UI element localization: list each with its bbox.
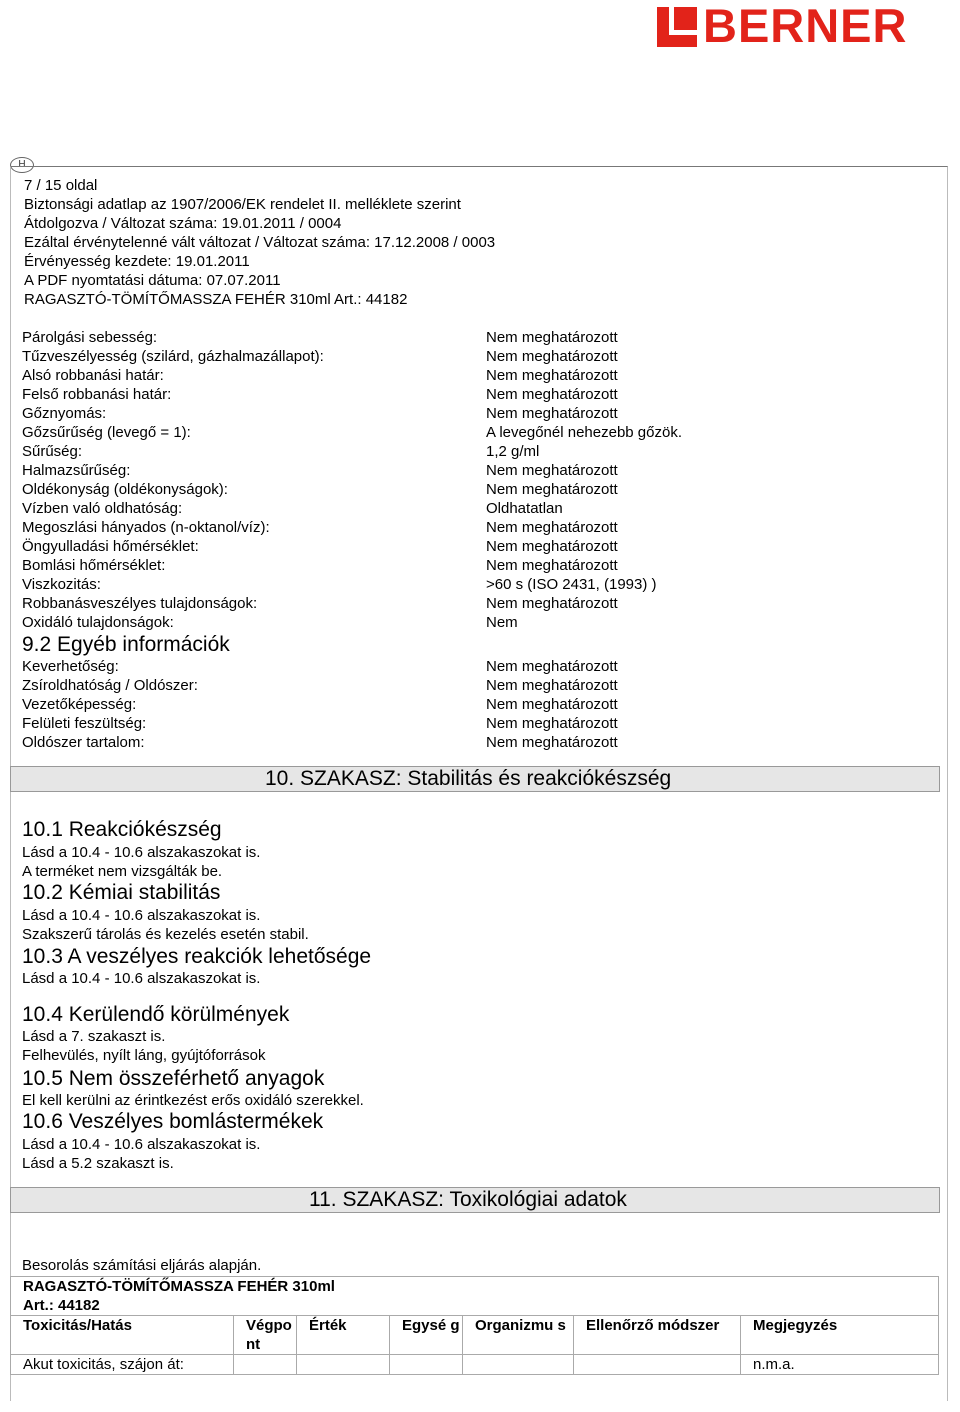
classification-note: Besorolás számítási eljárás alapján.: [22, 1257, 262, 1274]
property-label: Gőznyomás:: [22, 405, 107, 422]
subsection-10-5-text: El kell kerülni az érintkezést erős oxidáló szerekkel.: [22, 1092, 364, 1109]
property-value: Nem meghatározott: [486, 595, 618, 612]
property-row: [22, 613, 942, 632]
property-row: [22, 695, 942, 714]
revision-line: Átdolgozva / Változat száma: 19.01.2011 / 0004: [24, 215, 342, 232]
property-row: [22, 404, 942, 423]
property-row: [22, 575, 942, 594]
section-11-bar: [10, 1187, 940, 1213]
subsection-10-6-text: Lásd a 5.2 szakaszt is.: [22, 1155, 174, 1172]
property-value: Nem meghatározott: [486, 715, 618, 732]
table-cell: [234, 1355, 297, 1375]
property-row: [22, 442, 942, 461]
column-header: Egysé g: [390, 1316, 463, 1355]
product-name-cell: [11, 1277, 939, 1316]
property-label: Tűzveszélyesség (szilárd, gázhalmazállapot):: [22, 348, 324, 365]
property-value: 1,2 g/ml: [486, 443, 540, 460]
subsection-10-2-heading: 10.2 Kémiai stabilitás: [22, 881, 221, 904]
property-value: Nem meghatározott: [486, 367, 618, 384]
section-10-title: 10. SZAKASZ: Stabilitás és reakciókészség: [265, 767, 672, 790]
property-value: A levegőnél nehezebb gőzök.: [486, 424, 682, 441]
subsection-10-1-text: Lásd a 10.4 - 10.6 alszakaszokat is.: [22, 844, 261, 861]
property-row: [22, 676, 942, 695]
table-cell: [463, 1355, 574, 1375]
subsection-10-2-text: Szakszerű tárolás és kezelés esetén stabil.: [22, 926, 309, 943]
logo-text: BERNER: [703, 0, 908, 52]
subsection-10-4-heading: 10.4 Kerülendő körülmények: [22, 1003, 290, 1026]
property-row: [22, 714, 942, 733]
property-row: [22, 537, 942, 556]
property-value: Nem meghatározott: [486, 557, 618, 574]
subsection-10-6-text: Lásd a 10.4 - 10.6 alszakaszokat is.: [22, 1136, 261, 1153]
property-value: Nem meghatározott: [486, 481, 618, 498]
property-label: Megoszlási hányados (n-oktanol/víz):: [22, 519, 270, 536]
property-value: >60 s (ISO 2431, (1993) ): [486, 576, 657, 593]
property-label: Halmazsűrűség:: [22, 462, 131, 479]
property-label: Vízben való oldhatóság:: [22, 500, 183, 517]
property-label: Párolgási sebesség:: [22, 329, 158, 346]
property-row: [22, 461, 942, 480]
property-row: [22, 347, 942, 366]
subsection-10-3-heading: 10.3 A veszélyes reakciók lehetősége: [22, 945, 372, 968]
product-line: RAGASZTÓ-TÖMÍTŐMASSZA FEHÉR 310ml Art.: 44182: [24, 291, 408, 308]
properties-list: [22, 328, 942, 632]
property-value: Nem meghatározott: [486, 519, 618, 536]
property-label: Oldószer tartalom:: [22, 734, 145, 751]
logo-mark-icon: [657, 7, 697, 47]
other-info-list: [22, 657, 942, 752]
property-value: Nem meghatározott: [486, 658, 618, 675]
property-label: Gőzsűrűség (levegő = 1):: [22, 424, 191, 441]
property-label: Robbanásveszélyes tulajdonságok:: [22, 595, 258, 612]
property-value: Nem meghatározott: [486, 696, 618, 713]
property-label: Bomlási hőmérséklet:: [22, 557, 166, 574]
table-cell-effect: Akut toxicitás, szájon át:: [11, 1355, 234, 1375]
property-label: Felületi feszültség:: [22, 715, 147, 732]
table-header-row: [11, 1316, 939, 1355]
property-label: Öngyulladási hőmérséklet:: [22, 538, 199, 555]
property-value: Oldhatatlan: [486, 500, 563, 517]
table-cell: [390, 1355, 463, 1375]
property-value: Nem meghatározott: [486, 405, 618, 422]
property-label: Sűrűség:: [22, 443, 83, 460]
table-cell-remark: n.m.a.: [741, 1355, 939, 1375]
property-value: Nem meghatározott: [486, 386, 618, 403]
property-row: [22, 518, 942, 537]
subsection-10-3-text: Lásd a 10.4 - 10.6 alszakaszokat is.: [22, 970, 261, 987]
property-label: Vezetőképesség:: [22, 696, 137, 713]
regulation-line: Biztonsági adatlap az 1907/2006/EK rendelet II. melléklete szerint: [24, 196, 461, 213]
property-label: Viszkozitás:: [22, 576, 101, 593]
product-name-line: RAGASZTÓ-TÖMÍTŐMASSZA FEHÉR 310ml: [23, 1278, 335, 1295]
subsection-10-6-heading: 10.6 Veszélyes bomlástermékek: [22, 1110, 324, 1133]
property-value: Nem: [486, 614, 518, 631]
print-date-line: A PDF nyomtatási dátuma: 07.07.2011: [24, 272, 281, 289]
property-row: [22, 480, 942, 499]
property-row: [22, 423, 942, 442]
column-header: Organizmu s: [463, 1316, 574, 1355]
column-header: Ellenőrző módszer: [574, 1316, 741, 1355]
table-row: [11, 1355, 939, 1375]
property-value: Nem meghatározott: [486, 462, 618, 479]
property-row: [22, 733, 942, 752]
toxicity-table: [10, 1276, 939, 1375]
property-row: [22, 385, 942, 404]
section-11-title: 11. SZAKASZ: Toxikológiai adatok: [309, 1188, 627, 1211]
subsection-10-2-text: Lásd a 10.4 - 10.6 alszakaszokat is.: [22, 907, 261, 924]
other-info-heading: 9.2 Egyéb információk: [22, 633, 230, 656]
property-label: Felső robbanási határ:: [22, 386, 172, 403]
property-label: Oldékonyság (oldékonyságok):: [22, 481, 228, 498]
column-header: Megjegyzés: [741, 1316, 939, 1355]
property-label: Oxidáló tulajdonságok:: [22, 614, 174, 631]
table-row: [11, 1277, 939, 1316]
property-row: [22, 328, 942, 347]
column-header: Érték: [297, 1316, 390, 1355]
column-header: Toxicitás/Hatás: [11, 1316, 234, 1355]
table-cell: [297, 1355, 390, 1375]
property-row: [22, 594, 942, 613]
property-value: Nem meghatározott: [486, 677, 618, 694]
berner-logo: [657, 0, 957, 52]
subsection-10-5-heading: 10.5 Nem összeférhető anyagok: [22, 1067, 325, 1090]
h-marker: H: [10, 157, 34, 173]
property-label: Alsó robbanási határ:: [22, 367, 164, 384]
superseded-line: Ezáltal érvénytelenné vált változat / Változat száma: 17.12.2008 / 0003: [24, 234, 496, 251]
property-row: [22, 499, 942, 518]
product-art-line: Art.: 44182: [23, 1297, 100, 1314]
property-row: [22, 556, 942, 575]
property-label: Keverhetőség:: [22, 658, 119, 675]
subsection-10-4-text: Lásd a 7. szakaszt is.: [22, 1028, 166, 1045]
property-value: Nem meghatározott: [486, 734, 618, 751]
document-header: [24, 176, 495, 309]
property-value: Nem meghatározott: [486, 538, 618, 555]
property-row: [22, 657, 942, 676]
subsection-10-4-text: Felhevülés, nyílt láng, gyújtóforrások: [22, 1047, 266, 1064]
property-value: Nem meghatározott: [486, 329, 618, 346]
property-value: Nem meghatározott: [486, 348, 618, 365]
table-cell: [574, 1355, 741, 1375]
column-header: Végpo nt: [234, 1316, 297, 1355]
section-10-bar: [10, 766, 940, 792]
property-row: [22, 366, 942, 385]
page-number: 7 / 15 oldal: [24, 177, 98, 194]
subsection-10-1-heading: 10.1 Reakciókészség: [22, 818, 222, 841]
property-label: Zsíroldhatóság / Oldószer:: [22, 677, 198, 694]
subsection-10-1-text: A terméket nem vizsgálták be.: [22, 863, 223, 880]
validity-line: Érvényesség kezdete: 19.01.2011: [24, 253, 250, 270]
